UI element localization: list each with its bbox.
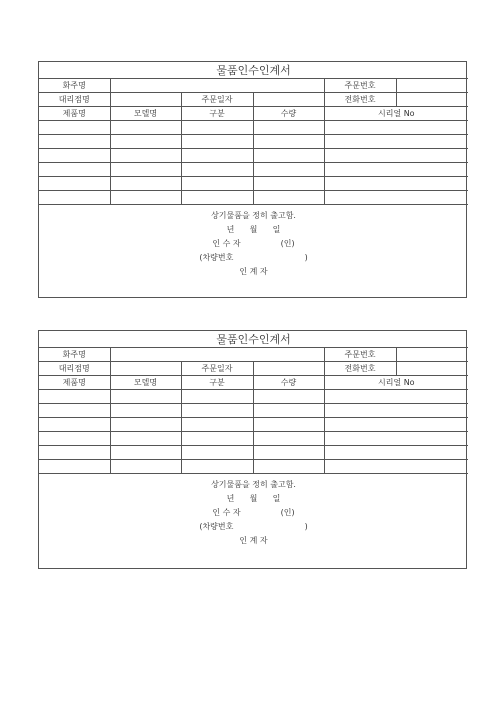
quantity-cell[interactable] <box>253 191 324 205</box>
quantity-cell[interactable] <box>253 121 324 135</box>
order-no-label: 주문번호 <box>324 348 396 362</box>
model-cell[interactable] <box>110 121 181 135</box>
category-cell[interactable] <box>181 163 253 177</box>
order-no-field[interactable] <box>396 348 468 362</box>
category-cell[interactable] <box>181 390 253 404</box>
category-cell[interactable] <box>181 177 253 191</box>
form-table <box>39 331 468 551</box>
date-line <box>227 492 281 506</box>
table-row <box>39 191 468 205</box>
product-cell[interactable] <box>39 163 110 177</box>
product-cell[interactable] <box>39 191 110 205</box>
col-header-category: 구분 <box>181 107 253 121</box>
phone-field[interactable] <box>396 93 468 107</box>
table-row <box>39 177 468 191</box>
vehicle-label: (차량번호 <box>199 252 234 262</box>
serial-cell[interactable] <box>324 418 468 432</box>
agency-label: 대리점명 <box>39 362 110 376</box>
date-line <box>227 223 281 237</box>
serial-cell[interactable] <box>324 121 468 135</box>
category-cell[interactable] <box>181 121 253 135</box>
model-cell[interactable] <box>110 418 181 432</box>
col-header-serial: 시리얼 No <box>324 107 468 121</box>
table-row <box>39 390 468 404</box>
table-row <box>39 149 468 163</box>
product-cell[interactable] <box>39 149 110 163</box>
seal-mark: (인) <box>280 507 295 517</box>
handover-form-top <box>38 61 467 298</box>
model-cell[interactable] <box>110 149 181 163</box>
model-cell[interactable] <box>110 404 181 418</box>
product-cell[interactable] <box>39 177 110 191</box>
serial-cell[interactable] <box>324 163 468 177</box>
order-date-label: 주문일자 <box>181 93 253 107</box>
serial-cell[interactable] <box>324 432 468 446</box>
quantity-cell[interactable] <box>253 460 324 474</box>
col-header-product: 제품명 <box>39 107 110 121</box>
col-header-serial: 시리얼 No <box>324 376 468 390</box>
product-cell[interactable] <box>39 418 110 432</box>
quantity-cell[interactable] <box>253 135 324 149</box>
release-statement: 상기물품을 정히 출고함. <box>211 210 296 220</box>
col-header-quantity: 수량 <box>253 376 324 390</box>
vehicle-close: ) <box>304 252 308 262</box>
quantity-cell[interactable] <box>253 163 324 177</box>
product-cell[interactable] <box>39 446 110 460</box>
shipper-label: 화주명 <box>39 348 110 362</box>
agency-field[interactable] <box>110 362 181 376</box>
order-date-label: 주문일자 <box>181 362 253 376</box>
product-cell[interactable] <box>39 390 110 404</box>
phone-label: 전화번호 <box>324 362 396 376</box>
product-cell[interactable] <box>39 121 110 135</box>
vehicle-line <box>199 251 307 265</box>
day-label: 일 <box>272 493 281 503</box>
vehicle-line <box>199 520 307 534</box>
receiver-line <box>212 506 294 520</box>
year-label: 년 <box>226 493 235 503</box>
month-label: 월 <box>249 224 258 234</box>
category-cell[interactable] <box>181 418 253 432</box>
vehicle-close: ) <box>304 521 308 531</box>
order-no-label: 주문번호 <box>324 79 396 93</box>
form-title: 물품인수인계서 <box>39 62 468 79</box>
serial-cell[interactable] <box>324 191 468 205</box>
col-header-category: 구분 <box>181 376 253 390</box>
release-statement: 상기물품을 정히 출고함. <box>211 479 296 489</box>
category-cell[interactable] <box>181 404 253 418</box>
col-header-product: 제품명 <box>39 376 110 390</box>
year-label: 년 <box>226 224 235 234</box>
col-header-model: 모델명 <box>110 376 181 390</box>
model-cell[interactable] <box>110 446 181 460</box>
quantity-cell[interactable] <box>253 390 324 404</box>
quantity-cell[interactable] <box>253 446 324 460</box>
model-cell[interactable] <box>110 390 181 404</box>
table-row <box>39 404 468 418</box>
serial-cell[interactable] <box>324 177 468 191</box>
agency-field[interactable] <box>110 93 181 107</box>
shipper-field[interactable] <box>110 79 324 93</box>
quantity-cell[interactable] <box>253 404 324 418</box>
table-row <box>39 163 468 177</box>
category-cell[interactable] <box>181 135 253 149</box>
serial-cell[interactable] <box>324 390 468 404</box>
handover-form-bottom <box>38 330 467 569</box>
category-cell[interactable] <box>181 191 253 205</box>
quantity-cell[interactable] <box>253 432 324 446</box>
col-header-model: 모델명 <box>110 107 181 121</box>
quantity-cell[interactable] <box>253 177 324 191</box>
model-cell[interactable] <box>110 191 181 205</box>
quantity-cell[interactable] <box>253 418 324 432</box>
table-row <box>39 121 468 135</box>
table-row <box>39 418 468 432</box>
category-cell[interactable] <box>181 149 253 163</box>
table-row <box>39 432 468 446</box>
product-cell[interactable] <box>39 135 110 149</box>
confirmation-section <box>39 474 468 552</box>
category-cell[interactable] <box>181 432 253 446</box>
receiver-label: 인 수 자 <box>212 507 241 517</box>
month-label: 월 <box>249 493 258 503</box>
confirmation-section <box>39 205 468 283</box>
product-cell[interactable] <box>39 460 110 474</box>
order-date-field[interactable] <box>253 93 324 107</box>
model-cell[interactable] <box>110 432 181 446</box>
shipper-label: 화주명 <box>39 79 110 93</box>
table-row <box>39 135 468 149</box>
handover-label: 인 계 자 <box>239 535 268 545</box>
receiver-label: 인 수 자 <box>212 238 241 248</box>
serial-cell[interactable] <box>324 404 468 418</box>
serial-cell[interactable] <box>324 149 468 163</box>
serial-cell[interactable] <box>324 135 468 149</box>
product-cell[interactable] <box>39 404 110 418</box>
model-cell[interactable] <box>110 460 181 474</box>
phone-field[interactable] <box>396 362 468 376</box>
table-row <box>39 460 468 474</box>
product-cell[interactable] <box>39 432 110 446</box>
day-label: 일 <box>272 224 281 234</box>
form-table <box>39 62 468 282</box>
serial-cell[interactable] <box>324 460 468 474</box>
form-title: 물품인수인계서 <box>39 331 468 348</box>
seal-mark: (인) <box>280 238 295 248</box>
vehicle-label: (차량번호 <box>199 521 234 531</box>
category-cell[interactable] <box>181 460 253 474</box>
table-row <box>39 446 468 460</box>
model-cell[interactable] <box>110 177 181 191</box>
order-no-field[interactable] <box>396 79 468 93</box>
serial-cell[interactable] <box>324 446 468 460</box>
category-cell[interactable] <box>181 446 253 460</box>
agency-label: 대리점명 <box>39 93 110 107</box>
col-header-quantity: 수량 <box>253 107 324 121</box>
phone-label: 전화번호 <box>324 93 396 107</box>
shipper-field[interactable] <box>110 348 324 362</box>
order-date-field[interactable] <box>253 362 324 376</box>
quantity-cell[interactable] <box>253 149 324 163</box>
model-cell[interactable] <box>110 135 181 149</box>
model-cell[interactable] <box>110 163 181 177</box>
handover-label: 인 계 자 <box>239 266 268 276</box>
receiver-line <box>212 237 294 251</box>
